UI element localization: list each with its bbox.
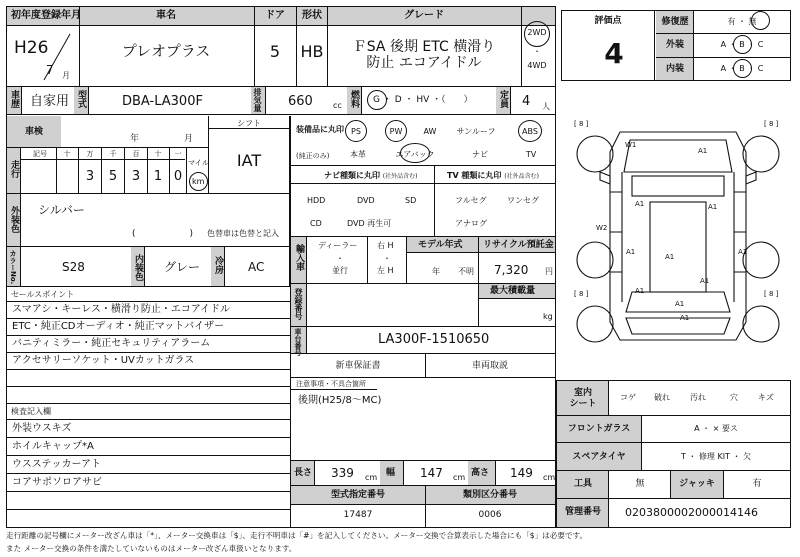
model-year-label: モデル年式 xyxy=(418,240,463,250)
inspection-line-1: 外装ウスキズ xyxy=(12,423,72,434)
navi-title-text: ナビ種類に丸印 xyxy=(324,171,380,180)
spare-options: T ・ 修理 KIT ・ 欠 xyxy=(680,452,752,461)
import-label: 輸入車 xyxy=(294,244,304,271)
repair-label: 修復歴 xyxy=(661,17,689,27)
equipment-sub: (純正のみ) xyxy=(296,152,330,160)
diagram-label-a1-right-rear: A1 xyxy=(700,277,710,285)
tools-label: 工具 xyxy=(573,479,593,489)
diagram-label-a1-left-mid: A1 xyxy=(626,248,636,256)
sales-point-2: ETC・純正CDオーディオ・純正マットバイザー xyxy=(12,321,225,332)
navi-sd: SD xyxy=(405,196,417,205)
inspection-label: 検査記入欄 xyxy=(11,407,51,416)
interior-color-label: 内装色 xyxy=(133,254,143,281)
equip-aw: AW xyxy=(423,127,437,136)
ac-label: 冷房 xyxy=(213,256,223,274)
shaken-year-unit: 年 xyxy=(130,134,140,144)
grade-line1: ＦSA 後期 ETC 横滑り xyxy=(352,39,496,55)
diagram-label-a1-front: A1 xyxy=(698,147,708,155)
diagram-label-w2: W2 xyxy=(596,224,608,232)
navi-dvd: DVD xyxy=(357,196,375,205)
door-label: ドア xyxy=(265,10,285,21)
diagram-label-w1: W1 xyxy=(625,141,637,149)
jack-label: ジャッキ xyxy=(679,479,715,489)
length-label: 長さ xyxy=(294,468,313,478)
navi-hdd: HDD xyxy=(307,196,326,205)
first-reg-month: 7 xyxy=(46,63,54,77)
seat-burn: コゲ xyxy=(620,393,636,402)
tools-value: 無 xyxy=(635,479,645,489)
first-reg-month-unit: 月 xyxy=(62,71,70,80)
navi-cd: CD xyxy=(310,219,322,228)
equip-navi: ナビ xyxy=(472,150,488,159)
mileage-digit-1: 3 xyxy=(85,169,95,184)
seats-label: シート xyxy=(569,399,597,409)
height-value: 149 xyxy=(510,466,533,480)
tv-sub: (社外品含む) xyxy=(504,173,539,180)
width-value: 147 xyxy=(420,466,443,480)
mgmt-value: 0203800002000014146 xyxy=(625,506,758,519)
fuel-options: G ・ D ・ HV ・（ ） xyxy=(373,95,473,105)
length-value: 339 xyxy=(331,466,354,480)
inspection-line-2: ホイルキャップ*A xyxy=(12,441,94,452)
exterior-color-paren: ( ) xyxy=(132,229,194,239)
sales-point-1: スマアシ・キーレス・横滑り防止・エコアイドル xyxy=(12,304,230,315)
mileage-digit-2: 5 xyxy=(108,169,118,184)
interior-options: A ・ B ・ C xyxy=(720,64,764,73)
mileage-digit-5: 0 xyxy=(173,169,183,184)
equipment-label: 装備品に丸印 xyxy=(296,125,344,134)
equip-tv: TV xyxy=(525,150,537,159)
mile-label: マイル xyxy=(188,159,209,167)
width-unit: cm xyxy=(453,473,466,482)
type-designation-label: 型式指定番号 xyxy=(330,490,386,500)
height-unit: cm xyxy=(543,473,556,482)
import-dot-2: ・ xyxy=(383,254,391,263)
mileage-digit-4: 1 xyxy=(153,169,163,184)
drive-sep: ・ xyxy=(533,47,541,56)
chassis-label: 車台番号 xyxy=(294,328,302,356)
diagram-label-a1-right-front: A1 xyxy=(708,203,718,211)
mileage-header-symbol: 記号 xyxy=(33,150,47,158)
recycle-value: 7,320 xyxy=(494,263,529,277)
capacity-label: 定員 xyxy=(498,90,508,108)
notes-text: 後期(H25/8〜MC) xyxy=(298,395,382,406)
import-right: 右 H xyxy=(377,241,394,250)
mileage-header-man: 万 xyxy=(86,150,94,158)
seats-label-1: 室内 xyxy=(573,388,593,398)
seat-hole: 穴 xyxy=(730,393,738,402)
spare-label: スペアタイヤ xyxy=(572,452,626,462)
recycle-label: リサイクル預託金 xyxy=(483,240,554,250)
color-no-value: S28 xyxy=(62,260,85,274)
model-name: プレオプラス xyxy=(121,42,211,60)
exterior-label: 外装 xyxy=(665,40,685,50)
score-label: 評価点 xyxy=(594,16,622,26)
height-label: 高さ xyxy=(471,468,490,478)
km-label: km xyxy=(192,177,205,186)
usage-label: 車歴 xyxy=(9,90,19,108)
registration-label: 登録番号 xyxy=(294,288,303,320)
car-diagram xyxy=(560,112,796,370)
navi-title xyxy=(324,172,417,180)
recycle-unit: 円 xyxy=(545,267,553,276)
notes-label: 注意事項・不具合箇所 xyxy=(296,380,366,388)
equip-pw: PW xyxy=(389,127,403,136)
exterior-color-label: 外装色 xyxy=(9,206,19,233)
sales-point-3: バニティミラー・純正セキュリティアラーム xyxy=(12,338,211,349)
displacement-value: 660 xyxy=(288,94,313,109)
first-reg-label: 初年度登録年月 xyxy=(11,10,81,21)
diagram-label-a1-bumper: A1 xyxy=(680,314,690,322)
tv-oneseg: ワンセグ xyxy=(507,196,539,205)
diagram-bracket-4: [ 8 ] xyxy=(764,290,779,298)
shift-label: シフト xyxy=(237,119,261,128)
type-label: 型式 xyxy=(76,90,86,108)
warranty-label: 新車保証書 xyxy=(335,361,381,371)
shape-label: 形状 xyxy=(302,10,322,21)
repair-none-circle xyxy=(751,11,770,30)
jack-value: 有 xyxy=(752,479,762,489)
usage-value: 自家用 xyxy=(30,94,70,109)
max-load-label: 最大積載量 xyxy=(490,286,536,296)
sales-points-label: セールスポイント xyxy=(11,290,75,299)
length-unit: cm xyxy=(365,473,378,482)
mileage-label: 走行 xyxy=(9,160,19,178)
interior-label: 内装 xyxy=(665,64,685,74)
navi-sub: (社外品含む) xyxy=(382,173,418,180)
mgmt-label: 管理番号 xyxy=(564,507,602,517)
mileage-digit-3: 3 xyxy=(131,169,141,184)
footer-note-2: また メーター交換の条件を満たしていないものはメーター改ざん車扱いとなります。 xyxy=(6,544,297,553)
fuel-label: 燃料 xyxy=(349,90,359,108)
interior-b-circle xyxy=(733,59,752,78)
import-left: 左 H xyxy=(377,266,394,275)
displacement-label: 排気量 xyxy=(253,88,262,112)
diagram-label-a1-rear: A1 xyxy=(675,300,685,308)
tv-title xyxy=(447,172,539,180)
equip-abs: ABS xyxy=(522,127,538,136)
seat-scratch: キズ xyxy=(758,393,774,402)
category-no-value: 0006 xyxy=(478,510,502,520)
shaken-month-unit: 月 xyxy=(184,134,194,144)
diagram-bracket-1: [ 8 ] xyxy=(574,120,589,128)
type-designation-value: 17487 xyxy=(343,510,373,520)
windshield-label: フロントガラス xyxy=(567,424,631,434)
mileage-header-hyaku: 百 xyxy=(132,150,140,158)
equip-leather: 本革 xyxy=(350,150,366,159)
capacity-unit: 人 xyxy=(542,102,550,111)
diagram-bracket-2: [ 8 ] xyxy=(764,120,779,128)
model-year-unit: 年 xyxy=(432,267,440,276)
drive-2wd: 2WD xyxy=(527,28,547,37)
category-no-label: 類別区分番号 xyxy=(462,490,518,500)
import-dot: ・ xyxy=(336,254,344,263)
mileage-header-sen: 千 xyxy=(109,150,117,158)
equip-sunroof: サンルーフ xyxy=(456,127,496,136)
mileage-header-ichi: 一 xyxy=(174,150,182,158)
max-load-unit: kg xyxy=(543,312,553,321)
model-year-value: 不明 xyxy=(458,267,474,276)
inspection-line-3: ウスステッカーアト xyxy=(12,459,101,470)
model-label: 車名 xyxy=(156,10,176,21)
seat-dirt: 汚れ xyxy=(690,393,706,402)
diagram-bracket-3: [ 8 ] xyxy=(574,290,589,298)
shift-value: IAT xyxy=(236,151,262,170)
manual-label: 車両取説 xyxy=(471,361,509,371)
shaken-label: 車検 xyxy=(24,127,44,137)
diagram-label-a1-right-mid: A1 xyxy=(738,248,748,256)
capacity-value: 4 xyxy=(522,94,531,109)
tv-title-text: TV 種類に丸印 xyxy=(447,171,502,180)
repair-options: 有 ・ 無 xyxy=(727,17,757,26)
score-value: 4 xyxy=(604,37,624,70)
interior-color-value: グレー xyxy=(164,260,201,274)
import-parallel: 並行 xyxy=(332,266,348,275)
color-no-label: カラーNo. xyxy=(9,250,17,285)
mileage-header-ten-thousand: 十 xyxy=(63,150,71,158)
exterior-b-circle xyxy=(733,35,752,54)
sales-point-4: アクセサリーソケット・UVカットガラス xyxy=(12,355,195,366)
equip-ps: PS xyxy=(351,127,361,136)
seat-tear: 破れ xyxy=(654,393,670,402)
displacement-unit: cc xyxy=(333,101,342,110)
windshield-options: A ・ × 要ス xyxy=(694,424,738,433)
first-reg-year: H26 xyxy=(14,38,49,58)
exterior-options: A ・ B ・ C xyxy=(720,40,764,49)
diagram-label-a1-left-rear: A1 xyxy=(635,287,645,295)
drive-4wd: 4WD xyxy=(527,61,547,70)
tv-fullseg: フルセグ xyxy=(455,196,487,205)
navi-dvd-play: DVD 再生可 xyxy=(347,219,392,228)
type-value: DBA-LA300F xyxy=(122,94,203,109)
chassis-value: LA300F-1510650 xyxy=(378,332,490,347)
diagram-label-a1-left-front: A1 xyxy=(635,200,645,208)
doors-value: 5 xyxy=(269,42,281,61)
grade-line2: 防止 エコアイドル xyxy=(366,55,482,71)
equip-airbag: エアバック xyxy=(395,150,435,159)
import-dealer: ディーラー xyxy=(318,241,358,250)
width-label: 幅 xyxy=(386,468,396,478)
exterior-color-note: 色替車は色替と記入 xyxy=(207,229,279,238)
grade-label: グレード xyxy=(404,10,444,21)
inspection-line-4: コアサポソロアサビ xyxy=(12,477,102,488)
mileage-header-ju: 十 xyxy=(154,150,162,158)
shape-value: HB xyxy=(300,42,324,61)
diagram-label-a1-center: A1 xyxy=(665,253,675,261)
footer-note-1: 走行距離の記号欄にメーター改ざん車は「*」、メーター交換車は「$」、走行不明車は「#」を記入してください。メーター交換で合算表示した場合にも「$」は必要です。 xyxy=(6,531,588,540)
tv-analog: アナログ xyxy=(455,219,487,228)
exterior-color-value: シルバー xyxy=(38,203,85,217)
ac-value: AC xyxy=(248,260,265,274)
